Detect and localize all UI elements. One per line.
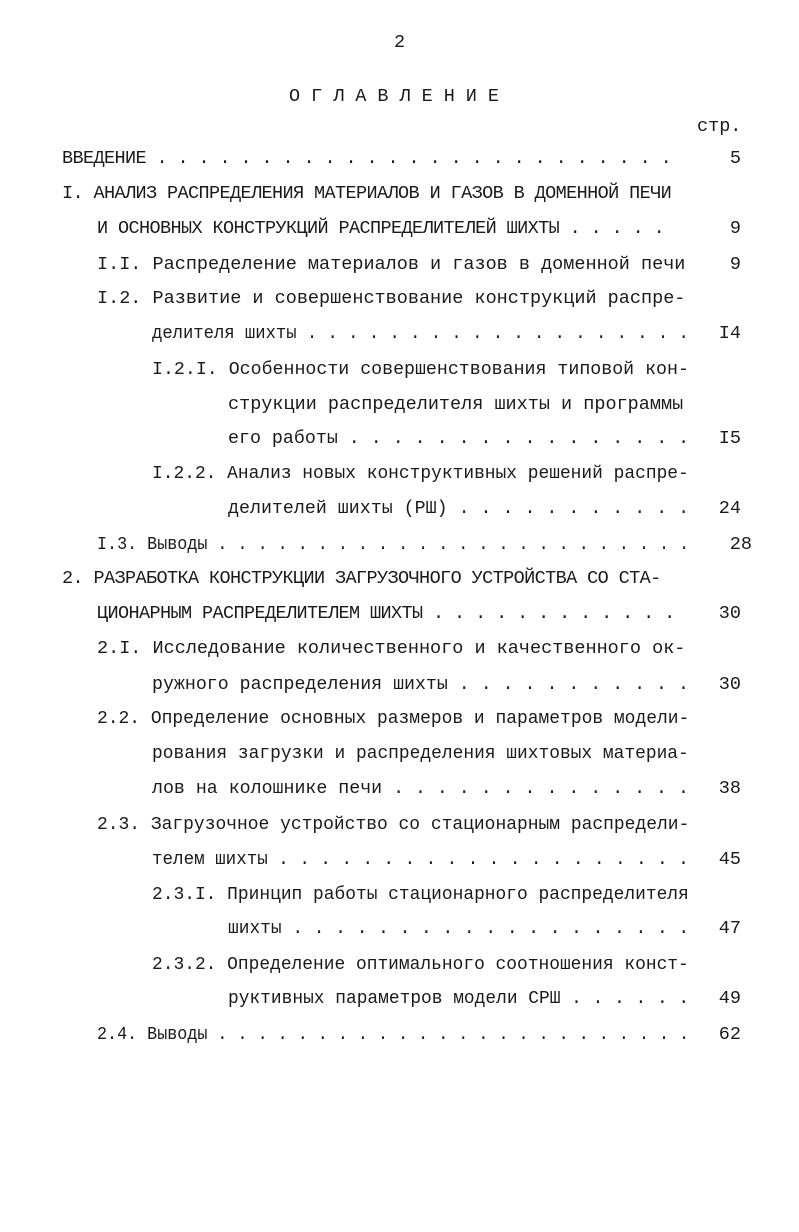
toc-entry-text: I.2.2. Анализ новых конструктивных решений распре- (152, 463, 689, 484)
toc-entry-text: 2.I. Исследование количественного и качественного ок- (97, 638, 686, 659)
toc-entry-text: ВВЕДЕНИЕ . . . . . . . . . . . . . . . . . . . . . . . . . (62, 148, 672, 169)
toc-entry (0, 743, 799, 777)
toc-title: ОГЛАВЛЕНИЕ (288, 86, 511, 107)
toc-entry (0, 603, 799, 637)
toc-entry (0, 218, 799, 252)
toc-entry-text: телем шихты . . . . . . . . . . . . . . . . . . . . (152, 849, 689, 870)
toc-entry (0, 954, 799, 988)
toc-entry-page: I4 (718, 323, 741, 344)
toc-entry-page: 9 (729, 218, 741, 239)
toc-entry (0, 918, 799, 952)
toc-entry-text: 2. РАЗРАБОТКА КОНСТРУКЦИИ ЗАГРУЗОЧНОГО УСТРОЙСТВА СО СТА- (62, 568, 661, 589)
toc-entry (0, 638, 799, 672)
toc-entry-text: струкции распределителя шихты и программы (228, 394, 684, 415)
toc-entry (0, 884, 799, 918)
toc-entry-text: лов на колошнике печи . . . . . . . . . . . . . . (152, 778, 689, 799)
toc-entry-text: 2.2. Определение основных размеров и параметров модели- (97, 708, 690, 729)
toc-entry-page: 38 (718, 778, 741, 799)
toc-entry (0, 183, 799, 217)
toc-entry-page: 30 (718, 603, 741, 624)
toc-entry (0, 359, 799, 393)
toc-entry-text: рования загрузки и распределения шихтовых материа- (152, 743, 689, 764)
page-number: 2 (393, 32, 406, 53)
toc-entry (0, 428, 799, 462)
toc-entry-text: I.2.I. Особенности совершенствования типовой кон- (152, 359, 689, 380)
toc-entry (0, 463, 799, 497)
toc-entry-text: ружного распределения шихты . . . . . . . . . . . (152, 674, 689, 695)
toc-entry (0, 323, 799, 357)
toc-entry-text: делителей шихты (РШ) . . . . . . . . . . . (228, 498, 690, 519)
toc-entry-text: его работы . . . . . . . . . . . . . . . . (228, 428, 690, 449)
toc-entry (0, 988, 799, 1022)
toc-entry (0, 849, 799, 883)
toc-entry-page: 62 (718, 1024, 741, 1045)
toc-entry-text: руктивных параметров модели СРШ . . . . . . (228, 988, 690, 1009)
toc-entry-text: 2.3. Загрузочное устройство со стационарным распредели- (97, 814, 690, 835)
toc-entry (0, 1024, 799, 1058)
toc-entry-text: I.3. Выводы . . . . . . . . . . . . . . . . . . . . . . . . (97, 534, 690, 555)
toc-entry-page: 24 (718, 498, 741, 519)
toc-entry-text: 2.3.I. Принцип работы стационарного распределителя (152, 884, 689, 905)
toc-entry-text: шихты . . . . . . . . . . . . . . . . . . . (228, 918, 690, 939)
toc-entry-page: 47 (718, 918, 741, 939)
toc-entry-text: И ОСНОВНЫХ КОНСТРУКЦИЙ РАСПРЕДЕЛИТЕЛЕЙ ШИХТЫ . . . . . (97, 218, 665, 239)
toc-entry-page: 49 (718, 988, 741, 1009)
toc-entry (0, 288, 799, 322)
toc-entry (0, 708, 799, 742)
toc-entry-page: 30 (718, 674, 741, 695)
toc-entry-page: I5 (718, 428, 741, 449)
toc-entry-page: 28 (729, 534, 752, 555)
toc-entry (0, 394, 799, 428)
toc-entry (0, 568, 799, 602)
toc-entry (0, 498, 799, 532)
toc-entry (0, 778, 799, 812)
toc-entry-text: делителя шихты . . . . . . . . . . . . . . . . . . . (152, 323, 689, 344)
toc-entry-text: I.2. Развитие и совершенствование конструкций распре- (97, 288, 686, 309)
toc-entry (0, 674, 799, 708)
toc-entry-page: 5 (729, 148, 741, 169)
toc-entry (0, 814, 799, 848)
toc-entry (0, 254, 799, 288)
toc-entry-text: ЦИОНАРНЫМ РАСПРЕДЕЛИТЕЛЕМ ШИХТЫ . . . . . . . . . . . . (97, 603, 675, 624)
toc-entry-text: I. АНАЛИЗ РАСПРЕДЕЛЕНИЯ МАТЕРИАЛОВ И ГАЗОВ В ДОМЕННОЙ ПЕЧИ (62, 183, 672, 204)
toc-entry (0, 148, 799, 182)
toc-entry-text: 2.3.2. Определение оптимального соотношения конст- (152, 954, 689, 975)
toc-entry (0, 534, 799, 568)
toc-entry-text: 2.4. Выводы . . . . . . . . . . . . . . . . . . . . . . . . (97, 1024, 690, 1045)
toc-entry-text: I.I. Распределение материалов и газов в доменной печи (97, 254, 686, 275)
toc-entry-page: 9 (729, 254, 741, 275)
toc-entry-page: 45 (718, 849, 741, 870)
pages-column-header: стр. (697, 116, 742, 137)
